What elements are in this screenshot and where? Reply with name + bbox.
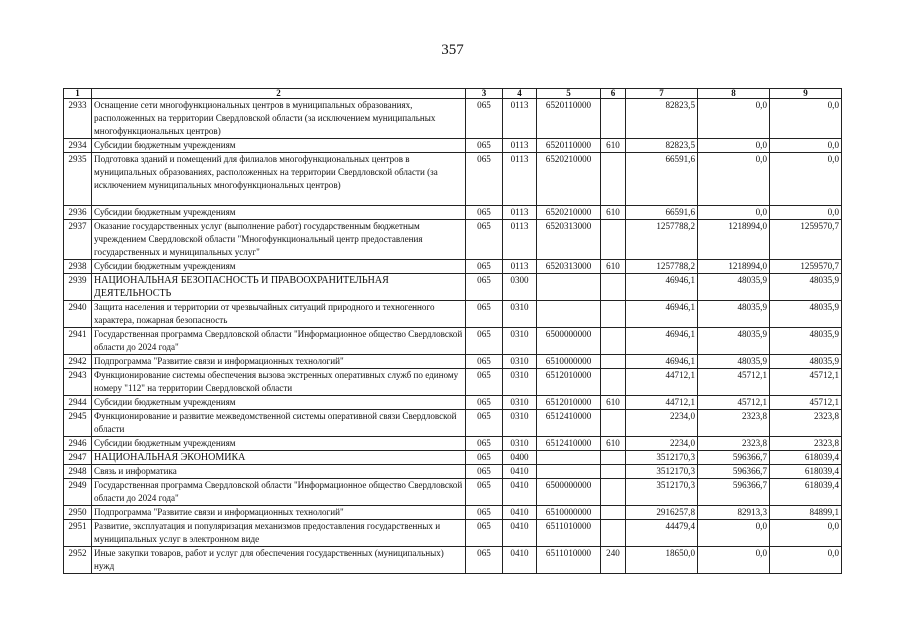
row-number: 2942 <box>64 355 92 369</box>
row-number: 2952 <box>64 547 92 574</box>
amount-cell: 1257788,2 <box>626 260 698 274</box>
code-cell: 065 <box>466 355 503 369</box>
code-cell <box>601 369 626 396</box>
code-cell: 0410 <box>503 547 537 574</box>
row-number: 2943 <box>64 369 92 396</box>
row-description: Подпрограмма "Развитие связи и информационных технологий" <box>92 506 466 520</box>
table-row <box>64 369 842 396</box>
amount-cell: 618039,4 <box>770 451 842 465</box>
code-cell: 6512410000 <box>537 410 601 437</box>
row-number: 2951 <box>64 520 92 547</box>
amount-cell: 618039,4 <box>770 479 842 506</box>
amount-cell: 84899,1 <box>770 506 842 520</box>
amount-cell: 2916257,8 <box>626 506 698 520</box>
amount-cell: 0,0 <box>770 139 842 153</box>
amount-cell: 2323,8 <box>770 437 842 451</box>
row-description: НАЦИОНАЛЬНАЯ ЭКОНОМИКА <box>92 451 466 465</box>
code-cell: 0310 <box>503 328 537 355</box>
row-number: 2945 <box>64 410 92 437</box>
amount-cell: 48035,9 <box>770 301 842 328</box>
code-cell: 0113 <box>503 260 537 274</box>
amount-cell: 46946,1 <box>626 328 698 355</box>
code-cell: 610 <box>601 206 626 220</box>
code-cell: 0300 <box>503 274 537 301</box>
row-description: Субсидии бюджетным учреждениям <box>92 260 466 274</box>
amount-cell: 66591,6 <box>626 206 698 220</box>
table-row <box>64 520 842 547</box>
table-row <box>64 506 842 520</box>
amount-cell: 596366,7 <box>698 465 770 479</box>
code-cell: 0113 <box>503 220 537 260</box>
row-description: Оснащение сети многофункциональных центров в муниципальных образованиях, расположенных на территории Свердловской области (за исключением муниципальных многофункциональных центров) <box>92 99 466 139</box>
amount-cell: 0,0 <box>698 206 770 220</box>
table-row <box>64 328 842 355</box>
amount-cell: 45712,1 <box>770 396 842 410</box>
code-cell <box>601 451 626 465</box>
code-cell: 065 <box>466 153 503 206</box>
header-cell: 4 <box>503 89 537 99</box>
row-number: 2939 <box>64 274 92 301</box>
code-cell: 0410 <box>503 520 537 547</box>
row-number: 2933 <box>64 99 92 139</box>
amount-cell: 2323,8 <box>698 437 770 451</box>
amount-cell: 48035,9 <box>698 355 770 369</box>
table-row <box>64 220 842 260</box>
amount-cell: 66591,6 <box>626 153 698 206</box>
amount-cell: 46946,1 <box>626 355 698 369</box>
table-row <box>64 479 842 506</box>
code-cell: 065 <box>466 396 503 410</box>
code-cell: 240 <box>601 547 626 574</box>
table-row <box>64 465 842 479</box>
row-description: Субсидии бюджетным учреждениям <box>92 139 466 153</box>
amount-cell: 48035,9 <box>770 355 842 369</box>
amount-cell: 596366,7 <box>698 451 770 465</box>
code-cell: 065 <box>466 274 503 301</box>
amount-cell: 82823,5 <box>626 99 698 139</box>
table-row <box>64 396 842 410</box>
row-number: 2935 <box>64 153 92 206</box>
amount-cell: 1218994,0 <box>698 220 770 260</box>
code-cell <box>537 465 601 479</box>
code-cell: 0310 <box>503 437 537 451</box>
code-cell: 0113 <box>503 99 537 139</box>
code-cell: 065 <box>466 220 503 260</box>
row-description: Оказание государственных услуг (выполнение работ) государственным бюджетным учреждением Свердловской области "Многофункциональный центр предоставления государственных и муниципальных услуг" <box>92 220 466 260</box>
amount-cell: 0,0 <box>698 547 770 574</box>
budget-table <box>63 88 842 574</box>
row-number: 2947 <box>64 451 92 465</box>
code-cell: 6511010000 <box>537 520 601 547</box>
code-cell: 6520110000 <box>537 139 601 153</box>
amount-cell: 0,0 <box>698 139 770 153</box>
row-description: Субсидии бюджетным учреждениям <box>92 396 466 410</box>
amount-cell: 3512170,3 <box>626 479 698 506</box>
amount-cell: 1218994,0 <box>698 260 770 274</box>
row-description: Государственная программа Свердловской области "Информационное общество Свердловской области до 2024 года" <box>92 479 466 506</box>
code-cell: 065 <box>466 479 503 506</box>
code-cell: 6520313000 <box>537 260 601 274</box>
table-row <box>64 301 842 328</box>
code-cell: 065 <box>466 260 503 274</box>
row-description: НАЦИОНАЛЬНАЯ БЕЗОПАСНОСТЬ И ПРАВООХРАНИТЕЛЬНАЯ ДЕЯТЕЛЬНОСТЬ <box>92 274 466 301</box>
amount-cell: 46946,1 <box>626 301 698 328</box>
code-cell: 0310 <box>503 410 537 437</box>
amount-cell: 0,0 <box>770 520 842 547</box>
table-row <box>64 410 842 437</box>
table-row <box>64 274 842 301</box>
header-cell: 3 <box>466 89 503 99</box>
table-row <box>64 547 842 574</box>
code-cell <box>537 451 601 465</box>
row-number: 2949 <box>64 479 92 506</box>
code-cell: 065 <box>466 451 503 465</box>
code-cell: 6511010000 <box>537 547 601 574</box>
code-cell: 6512010000 <box>537 369 601 396</box>
code-cell: 0113 <box>503 206 537 220</box>
code-cell: 610 <box>601 260 626 274</box>
code-cell: 065 <box>466 99 503 139</box>
code-cell: 610 <box>601 437 626 451</box>
code-cell: 065 <box>466 506 503 520</box>
amount-cell: 3512170,3 <box>626 465 698 479</box>
code-cell <box>601 274 626 301</box>
row-number: 2937 <box>64 220 92 260</box>
row-description: Подготовка зданий и помещений для филиалов многофункциональных центров в муниципальных образованиях, расположенных на территории Свердловской области (за исключением муниципальных многофункциональных центров) <box>92 153 466 206</box>
table-row <box>64 153 842 206</box>
amount-cell: 48035,9 <box>770 274 842 301</box>
code-cell <box>601 99 626 139</box>
amount-cell: 18650,0 <box>626 547 698 574</box>
code-cell: 6520110000 <box>537 99 601 139</box>
amount-cell: 0,0 <box>698 520 770 547</box>
code-cell: 0310 <box>503 369 537 396</box>
row-number: 2946 <box>64 437 92 451</box>
row-number: 2938 <box>64 260 92 274</box>
code-cell: 065 <box>466 547 503 574</box>
code-cell: 0400 <box>503 451 537 465</box>
code-cell: 065 <box>466 520 503 547</box>
header-cell: 5 <box>537 89 601 99</box>
row-description: Субсидии бюджетным учреждениям <box>92 437 466 451</box>
code-cell: 0310 <box>503 301 537 328</box>
table-row <box>64 355 842 369</box>
row-number: 2950 <box>64 506 92 520</box>
code-cell: 6520210000 <box>537 206 601 220</box>
code-cell <box>601 328 626 355</box>
amount-cell: 2234,0 <box>626 410 698 437</box>
code-cell: 065 <box>466 437 503 451</box>
header-cell: 6 <box>601 89 626 99</box>
row-description: Государственная программа Свердловской области "Информационное общество Свердловской области до 2024 года" <box>92 328 466 355</box>
amount-cell: 0,0 <box>770 547 842 574</box>
table-row <box>64 260 842 274</box>
code-cell: 065 <box>466 465 503 479</box>
code-cell <box>601 479 626 506</box>
code-cell: 0310 <box>503 355 537 369</box>
code-cell: 6500000000 <box>537 328 601 355</box>
header-cell: 7 <box>626 89 698 99</box>
amount-cell: 2323,8 <box>698 410 770 437</box>
amount-cell: 1259570,7 <box>770 220 842 260</box>
amount-cell: 45712,1 <box>698 396 770 410</box>
amount-cell: 0,0 <box>770 99 842 139</box>
amount-cell: 48035,9 <box>698 274 770 301</box>
amount-cell: 0,0 <box>698 99 770 139</box>
code-cell: 065 <box>466 410 503 437</box>
code-cell <box>601 410 626 437</box>
code-cell: 6510000000 <box>537 355 601 369</box>
amount-cell: 44712,1 <box>626 369 698 396</box>
header-cell: 1 <box>64 89 92 99</box>
code-cell: 065 <box>466 206 503 220</box>
code-cell: 6510000000 <box>537 506 601 520</box>
row-description: Функционирование и развитие межведомственной системы оперативной связи Свердловской области <box>92 410 466 437</box>
table-header-row <box>64 89 842 99</box>
amount-cell: 3512170,3 <box>626 451 698 465</box>
code-cell: 0410 <box>503 479 537 506</box>
row-description: Подпрограмма "Развитие связи и информационных технологий" <box>92 355 466 369</box>
row-number: 2944 <box>64 396 92 410</box>
code-cell: 610 <box>601 396 626 410</box>
amount-cell: 46946,1 <box>626 274 698 301</box>
amount-cell: 596366,7 <box>698 479 770 506</box>
code-cell: 0113 <box>503 153 537 206</box>
row-description: Развитие, эксплуатация и популяризация механизмов предоставления государственных и муниципальных услуг в электронном виде <box>92 520 466 547</box>
code-cell: 065 <box>466 139 503 153</box>
row-number: 2941 <box>64 328 92 355</box>
code-cell: 065 <box>466 328 503 355</box>
table-row <box>64 139 842 153</box>
amount-cell: 2323,8 <box>770 410 842 437</box>
page-number: 357 <box>441 42 464 58</box>
amount-cell: 618039,4 <box>770 465 842 479</box>
table-row <box>64 437 842 451</box>
code-cell <box>601 465 626 479</box>
code-cell: 0310 <box>503 396 537 410</box>
code-cell: 6500000000 <box>537 479 601 506</box>
table-row <box>64 451 842 465</box>
amount-cell: 1257788,2 <box>626 220 698 260</box>
amount-cell: 0,0 <box>770 153 842 206</box>
header-cell: 8 <box>698 89 770 99</box>
code-cell <box>537 301 601 328</box>
amount-cell: 0,0 <box>698 153 770 206</box>
amount-cell: 45712,1 <box>698 369 770 396</box>
code-cell: 0410 <box>503 506 537 520</box>
header-cell: 2 <box>92 89 466 99</box>
table-row <box>64 99 842 139</box>
code-cell <box>601 301 626 328</box>
code-cell <box>537 274 601 301</box>
row-number: 2934 <box>64 139 92 153</box>
row-number: 2936 <box>64 206 92 220</box>
code-cell <box>601 520 626 547</box>
code-cell: 6520210000 <box>537 153 601 206</box>
code-cell: 0410 <box>503 465 537 479</box>
code-cell: 6512410000 <box>537 437 601 451</box>
amount-cell: 48035,9 <box>698 301 770 328</box>
amount-cell: 44712,1 <box>626 396 698 410</box>
amount-cell: 48035,9 <box>698 328 770 355</box>
row-description: Связь и информатика <box>92 465 466 479</box>
amount-cell: 2234,0 <box>626 437 698 451</box>
row-description: Защита населения и территории от чрезвычайных ситуаций природного и техногенного характера, пожарная безопасность <box>92 301 466 328</box>
code-cell: 065 <box>466 301 503 328</box>
row-description: Иные закупки товаров, работ и услуг для обеспечения государственных (муниципальных) нужд <box>92 547 466 574</box>
code-cell <box>601 220 626 260</box>
amount-cell: 0,0 <box>770 206 842 220</box>
row-description: Субсидии бюджетным учреждениям <box>92 206 466 220</box>
amount-cell: 1259570,7 <box>770 260 842 274</box>
code-cell: 0113 <box>503 139 537 153</box>
row-number: 2940 <box>64 301 92 328</box>
amount-cell: 44479,4 <box>626 520 698 547</box>
code-cell: 065 <box>466 369 503 396</box>
code-cell: 6520313000 <box>537 220 601 260</box>
table-row <box>64 206 842 220</box>
code-cell <box>601 355 626 369</box>
code-cell <box>601 153 626 206</box>
code-cell <box>601 506 626 520</box>
amount-cell: 82823,5 <box>626 139 698 153</box>
row-number: 2948 <box>64 465 92 479</box>
code-cell: 6512010000 <box>537 396 601 410</box>
amount-cell: 48035,9 <box>770 328 842 355</box>
amount-cell: 45712,1 <box>770 369 842 396</box>
header-cell: 9 <box>770 89 842 99</box>
code-cell: 610 <box>601 139 626 153</box>
amount-cell: 82913,3 <box>698 506 770 520</box>
row-description: Функционирование системы обеспечения вызова экстренных оперативных служб по единому номеру "112" на территории Свердловской области <box>92 369 466 396</box>
